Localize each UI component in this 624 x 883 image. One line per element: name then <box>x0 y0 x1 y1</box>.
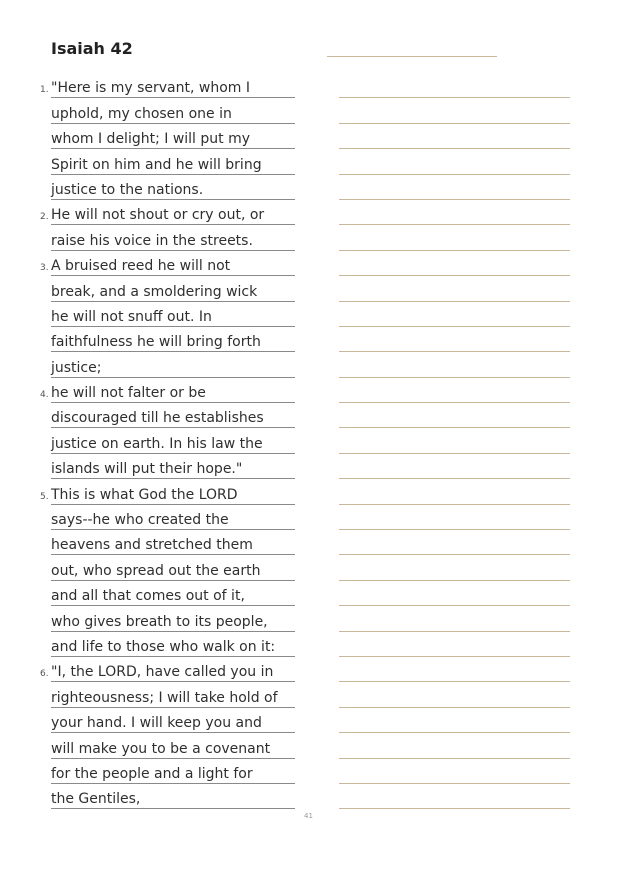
verse-text: This is what God the LORD <box>51 486 238 503</box>
verse-text: "Here is my servant, whom I <box>51 80 250 97</box>
verse-line <box>0 225 300 250</box>
verse-text: break, and a smoldering wick <box>51 283 258 300</box>
verse-line <box>0 505 300 530</box>
verse-text: and all that comes out of it, <box>51 588 245 605</box>
verse-line <box>0 682 300 707</box>
verse-line <box>0 581 300 606</box>
page-title: Isaiah 42 <box>51 39 133 58</box>
verse-text: will make you to be a covenant <box>51 740 271 757</box>
verse-text: A bruised reed he will not <box>51 258 231 275</box>
blank-writing-line <box>339 200 570 225</box>
verse-text: justice to the nations. <box>51 181 204 198</box>
verse-line <box>0 733 300 758</box>
blank-writing-line <box>339 682 570 707</box>
verse-line <box>0 124 300 149</box>
blank-writing-line <box>339 708 570 733</box>
blank-writing-line <box>339 302 570 327</box>
verse-line <box>0 327 300 352</box>
verse-text: discouraged till he establishes <box>51 410 264 427</box>
verse-text: justice; <box>51 359 102 376</box>
verse-text: your hand. I will keep you and <box>51 715 262 732</box>
verse-line <box>0 657 300 682</box>
verse-line <box>0 352 300 377</box>
blank-writing-line <box>339 403 570 428</box>
verse-text: "I, the LORD, have called you in <box>51 664 274 681</box>
verse-text: He will not shout or cry out, or <box>51 207 265 224</box>
blank-writing-line <box>339 555 570 580</box>
verse-line <box>0 276 300 301</box>
verse-line <box>0 251 300 276</box>
verse-text: heavens and stretched them <box>51 537 253 554</box>
verse-number: 3. <box>40 263 49 274</box>
verse-line <box>0 149 300 174</box>
verse-line <box>0 98 300 123</box>
verse-line <box>0 606 300 631</box>
verse-text: the Gentiles, <box>51 791 141 808</box>
verse-text: he will not falter or be <box>51 385 206 402</box>
blank-writing-line <box>339 98 570 123</box>
verse-text: justice on earth. In his law the <box>51 435 263 452</box>
verse-line <box>0 302 300 327</box>
verse-line <box>0 530 300 555</box>
blank-writing-line <box>339 73 570 98</box>
blank-writing-line <box>339 505 570 530</box>
title-writing-line <box>327 56 497 57</box>
blank-writing-line <box>339 632 570 657</box>
verse-text: righteousness; I will take hold of <box>51 689 278 706</box>
verse-line <box>0 454 300 479</box>
verse-text: uphold, my chosen one in <box>51 105 232 122</box>
verse-text: who gives breath to its people, <box>51 613 268 630</box>
verse-line <box>0 403 300 428</box>
blank-writing-line <box>339 428 570 453</box>
blank-writing-line <box>339 378 570 403</box>
verse-text: and life to those who walk on it: <box>51 638 276 655</box>
verse-line <box>0 200 300 225</box>
verse-text: Spirit on him and he will bring <box>51 156 262 173</box>
verse-line <box>0 784 300 809</box>
blank-writing-line <box>339 479 570 504</box>
blank-writing-line <box>339 124 570 149</box>
verse-line <box>0 632 300 657</box>
verse-line <box>0 479 300 504</box>
blank-writing-line <box>339 149 570 174</box>
verse-number: 5. <box>40 491 49 502</box>
blank-writing-line <box>339 352 570 377</box>
blank-writing-line <box>339 581 570 606</box>
blank-writing-line <box>339 733 570 758</box>
text-underline <box>51 808 295 809</box>
verse-number: 6. <box>40 669 49 680</box>
verse-text: says--he who created the <box>51 512 229 529</box>
verse-text: for the people and a light for <box>51 765 253 782</box>
verse-text-column <box>0 73 300 809</box>
copy-writing-column <box>339 73 570 809</box>
verse-number: 2. <box>40 212 49 223</box>
verse-number: 4. <box>40 390 49 401</box>
verse-text: he will not snuff out. In <box>51 308 212 325</box>
verse-line <box>0 708 300 733</box>
verse-text: whom I delight; I will put my <box>51 131 251 148</box>
verse-line <box>0 175 300 200</box>
page-number: 41 <box>304 812 313 820</box>
blank-writing-line <box>339 606 570 631</box>
verse-line <box>0 759 300 784</box>
verse-text: islands will put their hope." <box>51 461 243 478</box>
blank-writing-line <box>339 530 570 555</box>
verse-number: 1. <box>40 85 49 96</box>
verse-text: raise his voice in the streets. <box>51 232 253 249</box>
blank-writing-line <box>339 454 570 479</box>
blank-writing-line <box>339 175 570 200</box>
blank-writing-line <box>339 276 570 301</box>
verse-line <box>0 555 300 580</box>
blank-writing-line <box>339 327 570 352</box>
blank-writing-line <box>339 225 570 250</box>
verse-line <box>0 428 300 453</box>
blank-writing-line <box>339 657 570 682</box>
blank-writing-line <box>339 784 570 809</box>
verse-line <box>0 378 300 403</box>
verse-text: out, who spread out the earth <box>51 562 261 579</box>
blank-writing-line <box>339 759 570 784</box>
verse-line <box>0 73 300 98</box>
blank-writing-line <box>339 251 570 276</box>
verse-text: faithfulness he will bring forth <box>51 334 261 351</box>
